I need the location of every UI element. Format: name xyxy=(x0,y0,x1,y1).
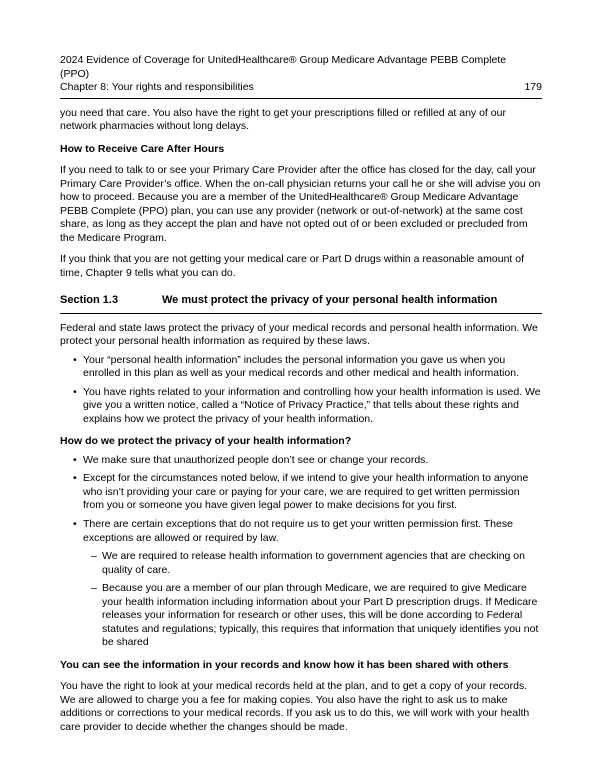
sub-list-item-text: Because you are a member of our plan through Medicare, we are required to give Medicare your health information including information about your Part D prescription drugs. If Medicare releases your information for research or other uses, this will be done according to Federal statutes and regulations; typically, this requires that information that uniquely identifies you not be shared xyxy=(102,582,539,649)
doc-title: 2024 Evidence of Coverage for UnitedHealthcare® Group Medicare Advantage PEBB Complete (PPO) xyxy=(60,54,507,80)
protect-bullet-list xyxy=(60,454,542,650)
dash-icon: – xyxy=(91,582,97,595)
list-item xyxy=(73,386,542,427)
privacy-intro-paragraph: Federal and state laws protect the privacy of your medical records and personal health information. We protect your personal health information as required by these laws. xyxy=(60,321,538,348)
records-paragraph: You have the right to look at your medical records held at the plan, and to get a copy of your records. We are allowed to charge you a fee for making copies. You also have the right to ask us to make additions or corrections to your medical records. If you ask us to do this, we will work with your health care provider to decide whether the changes should be made. xyxy=(60,680,530,733)
after-hours-heading: How to Receive Care After Hours xyxy=(60,142,225,155)
bullet-icon: • xyxy=(73,385,77,398)
section-number: Section 1.3 xyxy=(60,294,119,307)
list-item xyxy=(73,454,542,468)
sub-list-item-text: We are required to release health information to government agencies that are checking on quality of care. xyxy=(102,550,525,576)
section-heading xyxy=(60,293,542,313)
privacy-bullet-list xyxy=(60,354,542,427)
header-titles xyxy=(60,54,524,95)
header-row xyxy=(60,54,542,95)
dash-icon: – xyxy=(91,550,97,563)
list-item-text: We make sure that unauthorized people don’t see or change your records. xyxy=(83,453,429,466)
sub-list-item xyxy=(91,582,542,650)
records-heading: You can see the information in your records and know how it has been shared with others xyxy=(60,658,509,671)
sub-list-item xyxy=(91,550,542,577)
section-title: We must protect the privacy of your personal health information xyxy=(162,294,498,307)
bullet-icon: • xyxy=(73,453,77,466)
intro-paragraph: you need that care. You also have the right to get your prescriptions filled or refilled at any of our network pharmacies without long delays. xyxy=(60,106,506,133)
list-item xyxy=(73,354,542,381)
bullet-icon: • xyxy=(73,353,77,366)
bullet-icon: • xyxy=(73,518,77,530)
after-hours-paragraph-2: If you think that you are not getting your medical care or Part D drugs within a reasonable amount of time, Chapter 9 tells what you can do. xyxy=(60,253,525,279)
list-item xyxy=(73,472,542,513)
list-item-text: You have rights related to your information and controlling how your health information is used. We give you a written notice, called a “Notice of Privacy Practice,” that tells about these rights and explains how we protect the privacy of your health information. xyxy=(83,385,541,425)
page-body xyxy=(60,107,542,735)
list-item-text: Except for the circumstances noted below, if we intend to give your health information to anyone who isn’t providing your care or paying for your care, we are required to get written permission from you or someone you have given legal power to make decisions for you first. xyxy=(83,472,529,512)
after-hours-paragraph-1: If you need to talk to or see your Primary Care Provider after the office has closed for the day, call your Primary Care Provider’s office. When the on-call physician returns your call he or she will advise you on how to proceed. Because you are a member of the UnitedHealthcare® Group Medicare Advantage PEBB Complete (PPO) plan, you can use any provider (network or out-of-network) at the same cost share, as long as they accept the plan and have not opted out of or been excluded or precluded from the Medicare Program. xyxy=(60,164,541,244)
protect-heading: How do we protect the privacy of your health information? xyxy=(60,435,352,448)
list-item-text: There are certain exceptions that do not require us to get your written permission first. These exceptions are allowed or required by law. xyxy=(83,518,513,544)
page-header xyxy=(60,54,542,99)
chapter-title: Chapter 8: Your rights and responsibilities xyxy=(60,81,254,94)
bullet-icon: • xyxy=(73,472,77,485)
page-number: 179 xyxy=(524,81,542,94)
header-rule xyxy=(60,98,542,99)
list-item-text: Your “personal health information” includes the personal information you gave us when you enrolled in this plan as well as your medical records and other medical and health information. xyxy=(83,353,519,380)
list-item xyxy=(73,518,542,545)
